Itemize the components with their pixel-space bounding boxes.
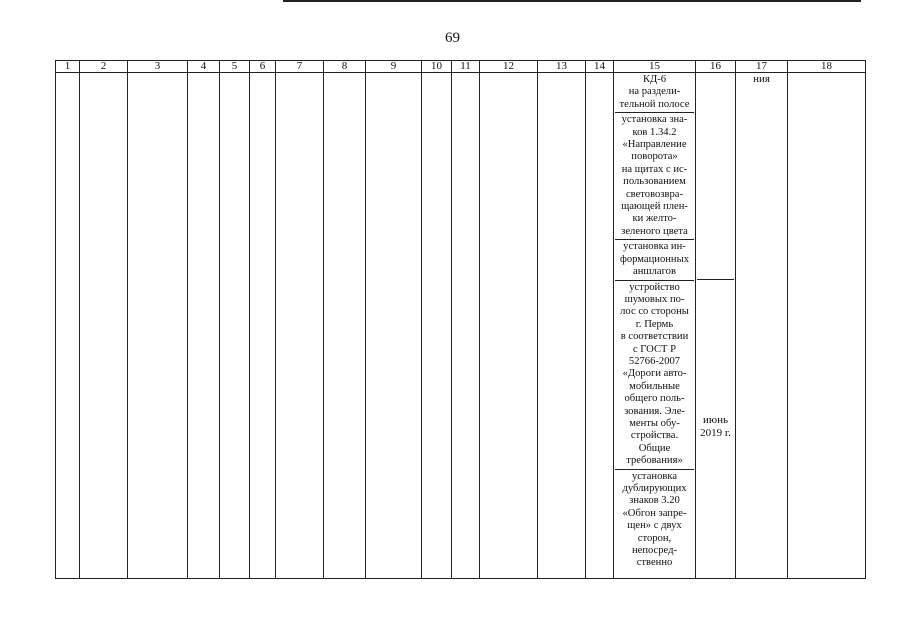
measure-line: аншлагов — [633, 266, 676, 278]
cell-col-16 — [696, 73, 736, 579]
header-cell-12: 12 — [480, 61, 538, 73]
measure-line: 52766-2007 — [628, 355, 681, 367]
measure-line: установка зна- — [621, 114, 688, 126]
measure-block — [615, 470, 694, 571]
measure-block — [615, 281, 694, 470]
measure-line: непосред- — [631, 545, 678, 557]
cell-col-10 — [422, 73, 452, 579]
cell-col-15 — [614, 73, 696, 579]
measure-line: Общие — [638, 442, 671, 454]
measure-line: устройство — [629, 281, 680, 293]
header-cell-3: 3 — [128, 61, 188, 73]
measure-line: на раздели- — [628, 86, 681, 98]
body-row — [56, 73, 866, 579]
measure-line: зеленого цвета — [621, 225, 688, 237]
header-cell-16: 16 — [696, 61, 736, 73]
measure-line: зования. Эле- — [624, 405, 685, 417]
top-rule — [283, 0, 861, 2]
cell-col-8 — [324, 73, 366, 579]
header-cell-5: 5 — [220, 61, 250, 73]
header-cell-9: 9 — [366, 61, 422, 73]
measure-line: на щитах с ис- — [621, 163, 688, 175]
deadline-month: июнь — [702, 414, 728, 426]
cell-col-11 — [452, 73, 480, 579]
header-cell-6: 6 — [250, 61, 276, 73]
cell-col-7 — [276, 73, 324, 579]
measure-line: установка ин- — [623, 241, 686, 253]
measure-line: пользованием — [623, 176, 686, 188]
measure-line: световозвра- — [625, 188, 684, 200]
measure-line: лос со стороны — [620, 306, 689, 318]
header-cell-4: 4 — [188, 61, 220, 73]
header-cell-1: 1 — [56, 61, 80, 73]
measure-block — [615, 240, 694, 280]
measure-line: «Обгон запре- — [622, 507, 687, 519]
cell-col-17 — [736, 73, 788, 579]
measure-line: стройства. — [630, 430, 679, 442]
measure-block — [615, 113, 694, 240]
measure-line: «Дороги авто- — [622, 368, 687, 380]
header-cell-14: 14 — [586, 61, 614, 73]
measure-line: шумовых по- — [624, 293, 685, 305]
cell-col-12 — [480, 73, 538, 579]
measure-line: с ГОСТ Р — [632, 343, 677, 355]
cell-col-18 — [788, 73, 866, 579]
col16-upper-section — [697, 73, 734, 280]
measure-line: ки желто- — [632, 213, 677, 225]
measure-line: менты обу- — [629, 417, 680, 429]
data-table — [55, 60, 866, 579]
deadline-year: 2019 г. — [700, 426, 731, 439]
cell-col-4 — [188, 73, 220, 579]
cell-col-13 — [538, 73, 586, 579]
measure-line: дублирующих — [622, 483, 687, 494]
header-cell-11: 11 — [452, 61, 480, 73]
measure-line: г. Пермь — [635, 318, 674, 330]
col16-lower-section — [697, 280, 734, 476]
measure-line: КД-6 — [642, 74, 667, 85]
measure-line: ственно — [636, 557, 673, 569]
page-number: 69 — [445, 30, 460, 46]
measure-line: тельной полосе — [619, 98, 690, 110]
measure-line: сторон, — [637, 532, 672, 544]
measure-line: установка — [631, 470, 678, 482]
header-cell-17: 17 — [736, 61, 788, 73]
header-cell-7: 7 — [276, 61, 324, 73]
measure-line: формационных — [619, 253, 690, 265]
header-cell-10: 10 — [422, 61, 452, 73]
header-cell-15: 15 — [614, 61, 696, 73]
measures-list — [615, 73, 694, 571]
header-cell-18: 18 — [788, 61, 866, 73]
measure-line: щающей плен- — [621, 201, 688, 213]
measure-block — [615, 73, 694, 113]
measure-line: общего поль- — [624, 393, 685, 405]
measure-line: «Направление — [622, 139, 687, 151]
header-row — [56, 61, 866, 73]
cell-col-3 — [128, 73, 188, 579]
measure-line: требования» — [626, 455, 683, 467]
measure-line: знаков 3.20 — [629, 495, 680, 507]
measure-line: щен» с двух — [627, 520, 682, 532]
cell-col-1 — [56, 73, 80, 579]
col17-text: ния — [753, 73, 770, 85]
header-cell-13: 13 — [538, 61, 586, 73]
measure-line: ков 1.34.2 — [632, 126, 677, 138]
header-cell-2: 2 — [80, 61, 128, 73]
measure-line: в соответствии — [620, 331, 689, 343]
cell-col-14 — [586, 73, 614, 579]
cell-col-5 — [220, 73, 250, 579]
cell-col-2 — [80, 73, 128, 579]
cell-col-6 — [250, 73, 276, 579]
cell-col-9 — [366, 73, 422, 579]
header-cell-8: 8 — [324, 61, 366, 73]
measure-line: мобильные — [629, 380, 680, 392]
measure-line: поворота» — [631, 151, 678, 163]
deadline-date — [697, 414, 734, 439]
